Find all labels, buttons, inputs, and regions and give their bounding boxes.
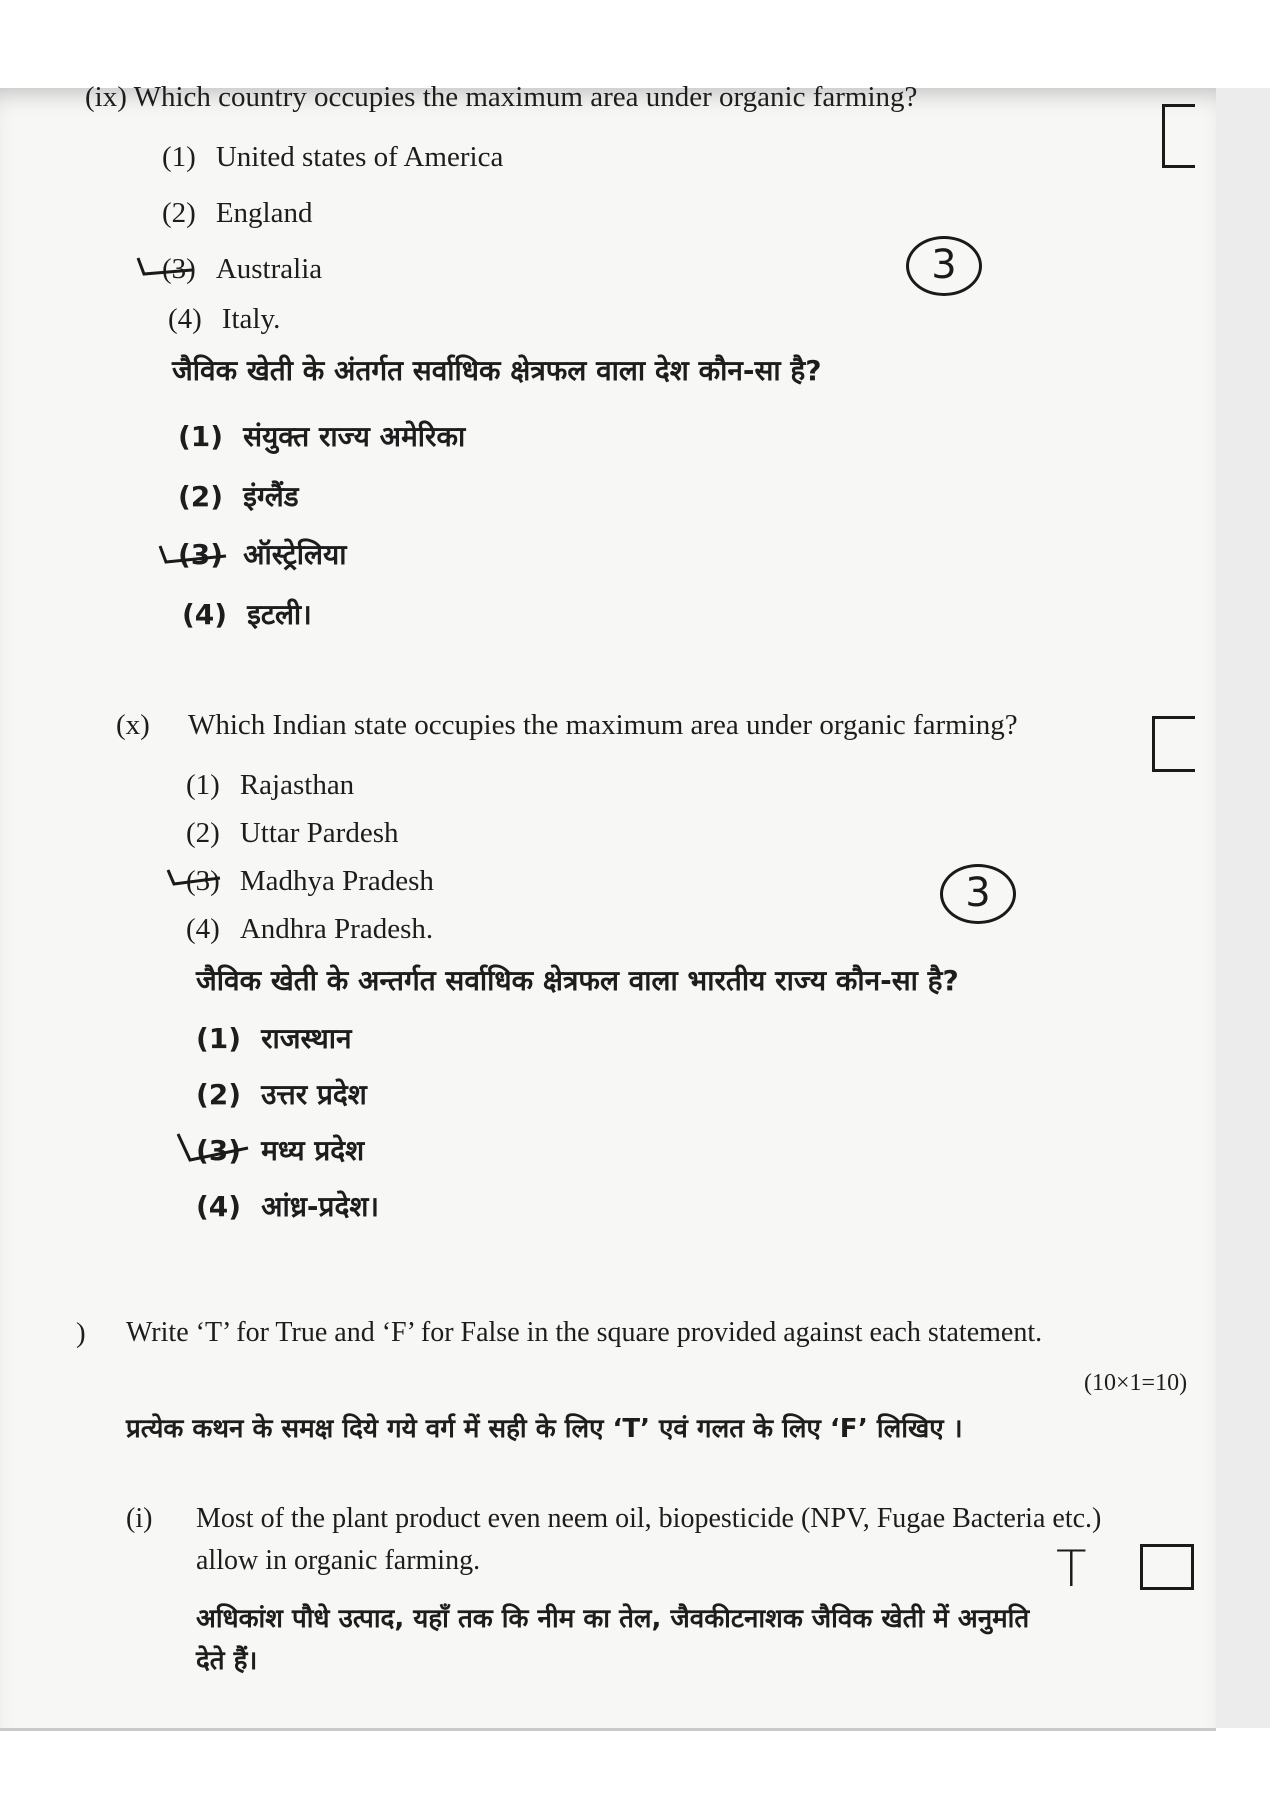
- q9-option-1: (1) United states of America: [162, 141, 504, 173]
- item-1-hindi-line-2: देते हैं।: [196, 1646, 258, 1676]
- q9-option-4-hindi: (4) इटली।: [182, 598, 312, 631]
- q10-label: (x): [116, 709, 150, 741]
- tick-mark-icon: [156, 540, 236, 570]
- tick-mark-icon: [164, 864, 224, 894]
- page-bottom-border: [0, 1728, 1216, 1731]
- q9-option-3: (3) Australia: [162, 253, 323, 285]
- q10-answer-box: [1152, 716, 1195, 772]
- q10-option-2-hindi: (2) उत्तर प्रदेश: [196, 1078, 367, 1111]
- q9-option-4: (4) Italy.: [168, 303, 281, 335]
- q10-option-2: (2) Uttar Pardesh: [186, 817, 399, 849]
- q9-option-2-hindi: (2) इंग्लैंड: [178, 480, 299, 513]
- q10-answer-circle: 3: [940, 864, 1016, 924]
- q9-answer-circle: 3: [906, 236, 982, 296]
- q10-option-4-hindi: (4) आंध्र-प्रदेश।: [196, 1190, 379, 1223]
- section-instruction-hindi: प्रत्येक कथन के समक्ष दिये गये वर्ग में सही के लिए ‘T’ एवं गलत के लिए ‘F’ लिखिए ।: [126, 1414, 963, 1444]
- q9-option-3-hindi: (3) ऑस्ट्रेलिया: [178, 538, 347, 571]
- q10-option-3-hindi: (3) मध्य प्रदेश: [196, 1134, 365, 1167]
- q10-option-3: (3) Madhya Pradesh: [186, 865, 434, 897]
- item-1-answer-box[interactable]: [1140, 1544, 1194, 1590]
- q10-option-4: (4) Andhra Pradesh.: [186, 913, 434, 945]
- section-instruction: Write ‘T’ for True and ‘F’ for False in the square provided against each statement.: [126, 1317, 1043, 1348]
- q9-heading: (ix) Which country occupies the maximum area under organic farming?: [85, 81, 918, 113]
- q9-option-2: (2) England: [162, 197, 313, 229]
- tick-mark-icon: [134, 252, 194, 282]
- q10-heading: Which Indian state occupies the maximum area under organic farming?: [188, 709, 1018, 741]
- item-1-line-2: allow in organic farming.: [196, 1545, 481, 1576]
- q10-option-1: (1) Rajasthan: [186, 769, 355, 801]
- item-1-line-1: Most of the plant product even neem oil, biopesticide (NPV, Fugae Bacteria etc.): [196, 1503, 1102, 1534]
- item-1-label: (i): [126, 1503, 153, 1534]
- q9-answer-box: [1162, 104, 1195, 168]
- item-1-handwritten-answer: T: [1056, 1540, 1087, 1598]
- q9-option-1-hindi: (1) संयुक्त राज्य अमेरिका: [178, 420, 466, 453]
- q10-option-1-hindi: (1) राजस्थान: [196, 1022, 352, 1055]
- section-marks: (10×1=10): [1084, 1370, 1188, 1396]
- section-label: ): [76, 1317, 86, 1349]
- tick-mark-icon: [174, 1130, 254, 1166]
- page-edge: [1216, 88, 1270, 1728]
- item-1-hindi-line-1: अधिकांश पौधे उत्पाद, यहाँ तक कि नीम का तेल, जैवकीटनाशक जैविक खेती में अनुमति: [196, 1604, 1030, 1634]
- q10-heading-hindi: जैविक खेती के अन्तर्गत सर्वाधिक क्षेत्रफल वाला भारतीय राज्य कौन-सा है?: [196, 964, 959, 997]
- q9-heading-hindi: जैविक खेती के अंतर्गत सर्वाधिक क्षेत्रफल वाला देश कौन-सा है?: [172, 354, 822, 387]
